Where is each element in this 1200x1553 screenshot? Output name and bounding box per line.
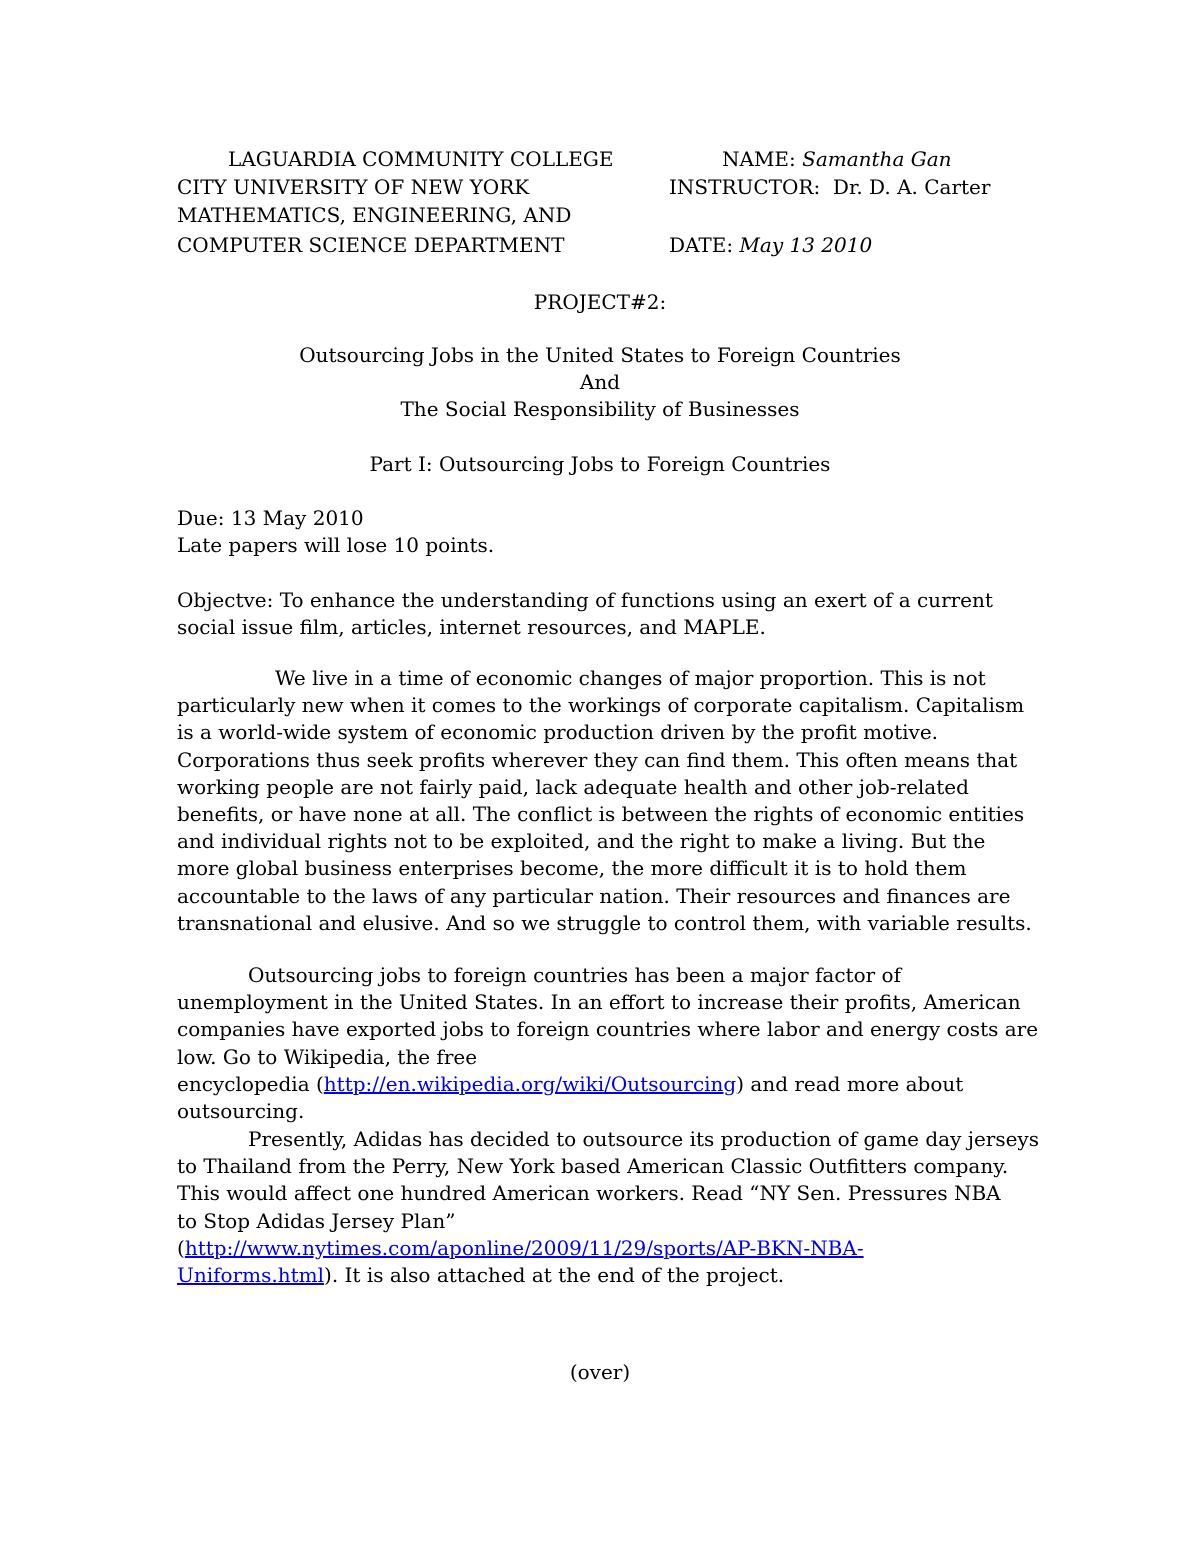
name-label: NAME:: [722, 147, 796, 171]
paragraph-line: low. Go to Wikipedia, the free: [177, 1044, 478, 1069]
title-line-1: Outsourcing Jobs in the United States to Foreign Countries: [299, 343, 901, 367]
paragraph-line: Corporations thus seek profits wherever they can find them. This often means that: [177, 747, 1018, 772]
paragraph-line: Outsourcing jobs to foreign countries has been a major factor of: [248, 963, 901, 987]
paragraph-line: [177, 1262, 1035, 1289]
paragraph-line: [177, 1235, 1035, 1262]
text-fragment: ) and read more about: [736, 1071, 964, 1096]
paragraph-line: companies have exported jobs to foreign countries where labor and energy costs are: [177, 1017, 1039, 1042]
department-line-1: MATHEMATICS, ENGINEERING, AND: [177, 203, 572, 227]
instructor-value: Dr. D. A. Carter: [832, 175, 991, 199]
name-field: [722, 149, 952, 169]
paragraph-line: transnational and elusive. And so we struggle to control them, with variable results.: [177, 910, 1032, 935]
paragraph-line: to Thailand from the Perry, New York based American Classic Outfitters company.: [177, 1154, 1009, 1179]
name-value: Samantha Gan: [802, 147, 952, 171]
paragraph-line: We live in a time of economic changes of major proportion. This is not: [275, 666, 986, 690]
paragraph-line: This would affect one hundred American workers. Read “NY Sen. Pressures NBA: [177, 1181, 1001, 1206]
date-field: [669, 235, 872, 255]
due-date: Due: 13 May 2010: [177, 506, 364, 530]
paragraph-outsourcing: [177, 962, 1039, 1125]
paragraph-line: particularly new when it comes to the workings of corporate capitalism. Capitalism: [177, 693, 1025, 718]
project-number: PROJECT#2:: [533, 290, 667, 314]
title-line-3: The Social Responsibility of Businesses: [400, 397, 800, 421]
objective-line-2: social issue film, articles, internet resources, and MAPLE.: [177, 615, 766, 639]
date-label: DATE:: [669, 233, 734, 257]
paragraph-line: [177, 1071, 1035, 1098]
paragraph-line: outsourcing.: [177, 1099, 305, 1124]
date-value: May 13 2010: [739, 233, 873, 257]
paragraph-adidas: [177, 1126, 1039, 1289]
paragraph-capitalism: [177, 665, 1035, 937]
objective-line-1: Objectve: To enhance the understanding of functions using an exert of a current: [177, 588, 993, 612]
paragraph-line: and individual rights not to be exploited, and the right to make a living. But the: [177, 829, 986, 854]
part-heading: Part I: Outsourcing Jobs to Foreign Countries: [369, 452, 831, 476]
paragraph-line: benefits, or have none at all. The conflict is between the rights of economic entities: [177, 802, 1025, 827]
late-policy: Late papers will lose 10 points.: [177, 533, 495, 557]
paragraph-line: is a world-wide system of economic production driven by the profit motive.: [177, 720, 939, 745]
text-fragment: encyclopedia (: [177, 1071, 324, 1096]
paragraph-line: more global business enterprises become, the more difficult it is to hold them: [177, 856, 967, 881]
nytimes-article-link[interactable]: http://www.nytimes.com/aponline/2009/11/29/sports/AP-BKN-NBA-: [184, 1235, 864, 1260]
instructor-field: [669, 177, 990, 197]
instructor-label: INSTRUCTOR:: [669, 175, 821, 199]
nytimes-article-link-continued[interactable]: Uniforms.html: [177, 1263, 325, 1288]
paragraph-line: working people are not fairly paid, lack adequate health and other job-related: [177, 774, 969, 799]
over-indicator: (over): [569, 1360, 631, 1384]
department-line-2: COMPUTER SCIENCE DEPARTMENT: [177, 233, 565, 257]
text-fragment: ). It is also attached at the end of the project.: [324, 1263, 785, 1288]
paragraph-line: to Stop Adidas Jersey Plan”: [177, 1208, 456, 1233]
text-fragment: (: [177, 1235, 185, 1260]
university-name: CITY UNIVERSITY OF NEW YORK: [177, 175, 530, 199]
paragraph-line: Presently, Adidas has decided to outsource its production of game day jerseys: [248, 1127, 1039, 1151]
college-name: LAGUARDIA COMMUNITY COLLEGE: [228, 147, 614, 171]
paragraph-line: unemployment in the United States. In an effort to increase their profits, American: [177, 990, 1021, 1015]
wikipedia-outsourcing-link[interactable]: http://en.wikipedia.org/wiki/Outsourcing: [323, 1071, 737, 1096]
paragraph-line: accountable to the laws of any particular nation. Their resources and finances are: [177, 883, 1011, 908]
title-line-2: And: [579, 370, 621, 394]
